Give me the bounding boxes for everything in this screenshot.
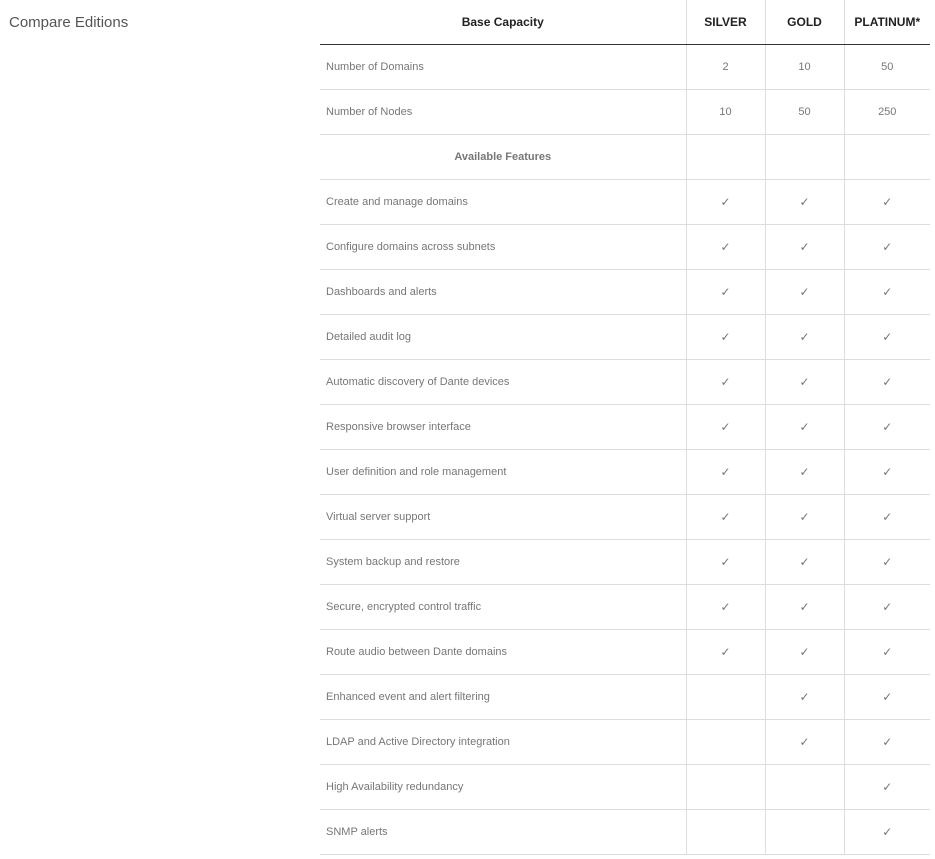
silver-feature-cell: [686, 450, 765, 495]
check-icon: ✓: [720, 420, 731, 434]
feature-row: [320, 675, 930, 720]
feature-row: [320, 585, 930, 630]
silver-feature-cell: [686, 630, 765, 675]
header-silver: SILVER: [686, 0, 765, 45]
feature-label: Virtual server support: [320, 495, 686, 540]
feature-row: [320, 765, 930, 810]
check-icon: ✓: [882, 510, 893, 524]
feature-row: [320, 810, 930, 855]
gold-feature-cell: [765, 720, 844, 765]
check-icon: ✓: [799, 735, 810, 749]
platinum-feature-cell: [844, 180, 930, 225]
section-label-available-features: Available Features: [320, 135, 686, 180]
header-platinum: PLATINUM*: [844, 0, 930, 45]
check-icon: ✓: [882, 330, 893, 344]
gold-feature-cell: [765, 495, 844, 540]
check-icon: ✓: [882, 285, 893, 299]
feature-row: [320, 450, 930, 495]
gold-empty-cell: [765, 135, 844, 180]
check-icon: ✓: [882, 600, 893, 614]
silver-feature-cell: [686, 765, 765, 810]
gold-feature-cell: [765, 315, 844, 360]
gold-feature-cell: [765, 765, 844, 810]
platinum-feature-cell: [844, 405, 930, 450]
feature-row: [320, 315, 930, 360]
feature-row: [320, 180, 930, 225]
check-icon: ✓: [882, 420, 893, 434]
platinum-feature-cell: [844, 630, 930, 675]
check-icon: ✓: [720, 285, 731, 299]
silver-empty-cell: [686, 135, 765, 180]
check-icon: ✓: [720, 465, 731, 479]
feature-row: [320, 360, 930, 405]
silver-feature-cell: [686, 540, 765, 585]
silver-feature-cell: [686, 720, 765, 765]
gold-feature-cell: [765, 270, 844, 315]
gold-feature-cell: [765, 630, 844, 675]
check-icon: ✓: [882, 645, 893, 659]
feature-label: System backup and restore: [320, 540, 686, 585]
check-icon: ✓: [882, 465, 893, 479]
feature-label: Dashboards and alerts: [320, 270, 686, 315]
silver-feature-cell: [686, 270, 765, 315]
check-icon: ✓: [720, 375, 731, 389]
check-icon: ✓: [882, 555, 893, 569]
check-icon: ✓: [799, 375, 810, 389]
check-icon: ✓: [720, 600, 731, 614]
silver-feature-cell: [686, 810, 765, 855]
gold-feature-cell: [765, 810, 844, 855]
platinum-feature-cell: [844, 810, 930, 855]
silver-feature-cell: [686, 405, 765, 450]
feature-row: [320, 405, 930, 450]
platinum-feature-cell: [844, 270, 930, 315]
platinum-capacity-value: 250: [844, 90, 930, 135]
platinum-feature-cell: [844, 765, 930, 810]
check-icon: ✓: [720, 240, 731, 254]
check-icon: ✓: [799, 285, 810, 299]
feature-label: Route audio between Dante domains: [320, 630, 686, 675]
feature-row: [320, 540, 930, 585]
check-icon: ✓: [882, 690, 893, 704]
header-gold: GOLD: [765, 0, 844, 45]
silver-feature-cell: [686, 360, 765, 405]
feature-label: Enhanced event and alert filtering: [320, 675, 686, 720]
feature-row: [320, 270, 930, 315]
platinum-feature-cell: [844, 225, 930, 270]
check-icon: ✓: [799, 240, 810, 254]
gold-capacity-value: 50: [765, 90, 844, 135]
platinum-feature-cell: [844, 315, 930, 360]
gold-feature-cell: [765, 540, 844, 585]
silver-feature-cell: [686, 225, 765, 270]
feature-label: Configure domains across subnets: [320, 225, 686, 270]
capacity-row: [320, 90, 930, 135]
feature-label: User definition and role management: [320, 450, 686, 495]
check-icon: ✓: [882, 825, 893, 839]
platinum-feature-cell: [844, 675, 930, 720]
check-icon: ✓: [799, 690, 810, 704]
check-icon: ✓: [799, 195, 810, 209]
feature-label: LDAP and Active Directory integration: [320, 720, 686, 765]
check-icon: ✓: [799, 510, 810, 524]
platinum-feature-cell: [844, 540, 930, 585]
platinum-capacity-value: 50: [844, 45, 930, 90]
check-icon: ✓: [799, 420, 810, 434]
gold-feature-cell: [765, 360, 844, 405]
check-icon: ✓: [799, 555, 810, 569]
silver-feature-cell: [686, 675, 765, 720]
section-header-row: [320, 135, 930, 180]
gold-capacity-value: 10: [765, 45, 844, 90]
platinum-empty-cell: [844, 135, 930, 180]
feature-row: [320, 225, 930, 270]
check-icon: ✓: [720, 195, 731, 209]
silver-feature-cell: [686, 315, 765, 360]
silver-capacity-value: 2: [686, 45, 765, 90]
capacity-label: Number of Nodes: [320, 90, 686, 135]
gold-feature-cell: [765, 180, 844, 225]
platinum-feature-cell: [844, 360, 930, 405]
feature-row: [320, 495, 930, 540]
feature-label: High Availability redundancy: [320, 765, 686, 810]
gold-feature-cell: [765, 405, 844, 450]
gold-feature-cell: [765, 225, 844, 270]
feature-row: [320, 630, 930, 675]
check-icon: ✓: [799, 330, 810, 344]
feature-label: Secure, encrypted control traffic: [320, 585, 686, 630]
check-icon: ✓: [882, 375, 893, 389]
platinum-feature-cell: [844, 495, 930, 540]
feature-label: Create and manage domains: [320, 180, 686, 225]
feature-label: Detailed audit log: [320, 315, 686, 360]
feature-row: [320, 720, 930, 765]
check-icon: ✓: [799, 600, 810, 614]
silver-feature-cell: [686, 495, 765, 540]
check-icon: ✓: [882, 735, 893, 749]
platinum-feature-cell: [844, 450, 930, 495]
check-icon: ✓: [882, 240, 893, 254]
table-body: [320, 45, 930, 855]
gold-feature-cell: [765, 675, 844, 720]
check-icon: ✓: [799, 465, 810, 479]
silver-feature-cell: [686, 585, 765, 630]
page-title: Compare Editions: [9, 14, 129, 31]
header-base-capacity: Base Capacity: [320, 0, 686, 45]
header-row: [320, 0, 930, 45]
gold-feature-cell: [765, 585, 844, 630]
feature-label: Automatic discovery of Dante devices: [320, 360, 686, 405]
capacity-label: Number of Domains: [320, 45, 686, 90]
check-icon: ✓: [720, 330, 731, 344]
editions-comparison-table: [320, 0, 930, 855]
feature-label: Responsive browser interface: [320, 405, 686, 450]
check-icon: ✓: [882, 195, 893, 209]
silver-feature-cell: [686, 180, 765, 225]
check-icon: ✓: [720, 510, 731, 524]
check-icon: ✓: [720, 645, 731, 659]
gold-feature-cell: [765, 450, 844, 495]
feature-label: SNMP alerts: [320, 810, 686, 855]
capacity-row: [320, 45, 930, 90]
platinum-feature-cell: [844, 585, 930, 630]
check-icon: ✓: [720, 555, 731, 569]
check-icon: ✓: [799, 645, 810, 659]
platinum-feature-cell: [844, 720, 930, 765]
check-icon: ✓: [882, 780, 893, 794]
silver-capacity-value: 10: [686, 90, 765, 135]
